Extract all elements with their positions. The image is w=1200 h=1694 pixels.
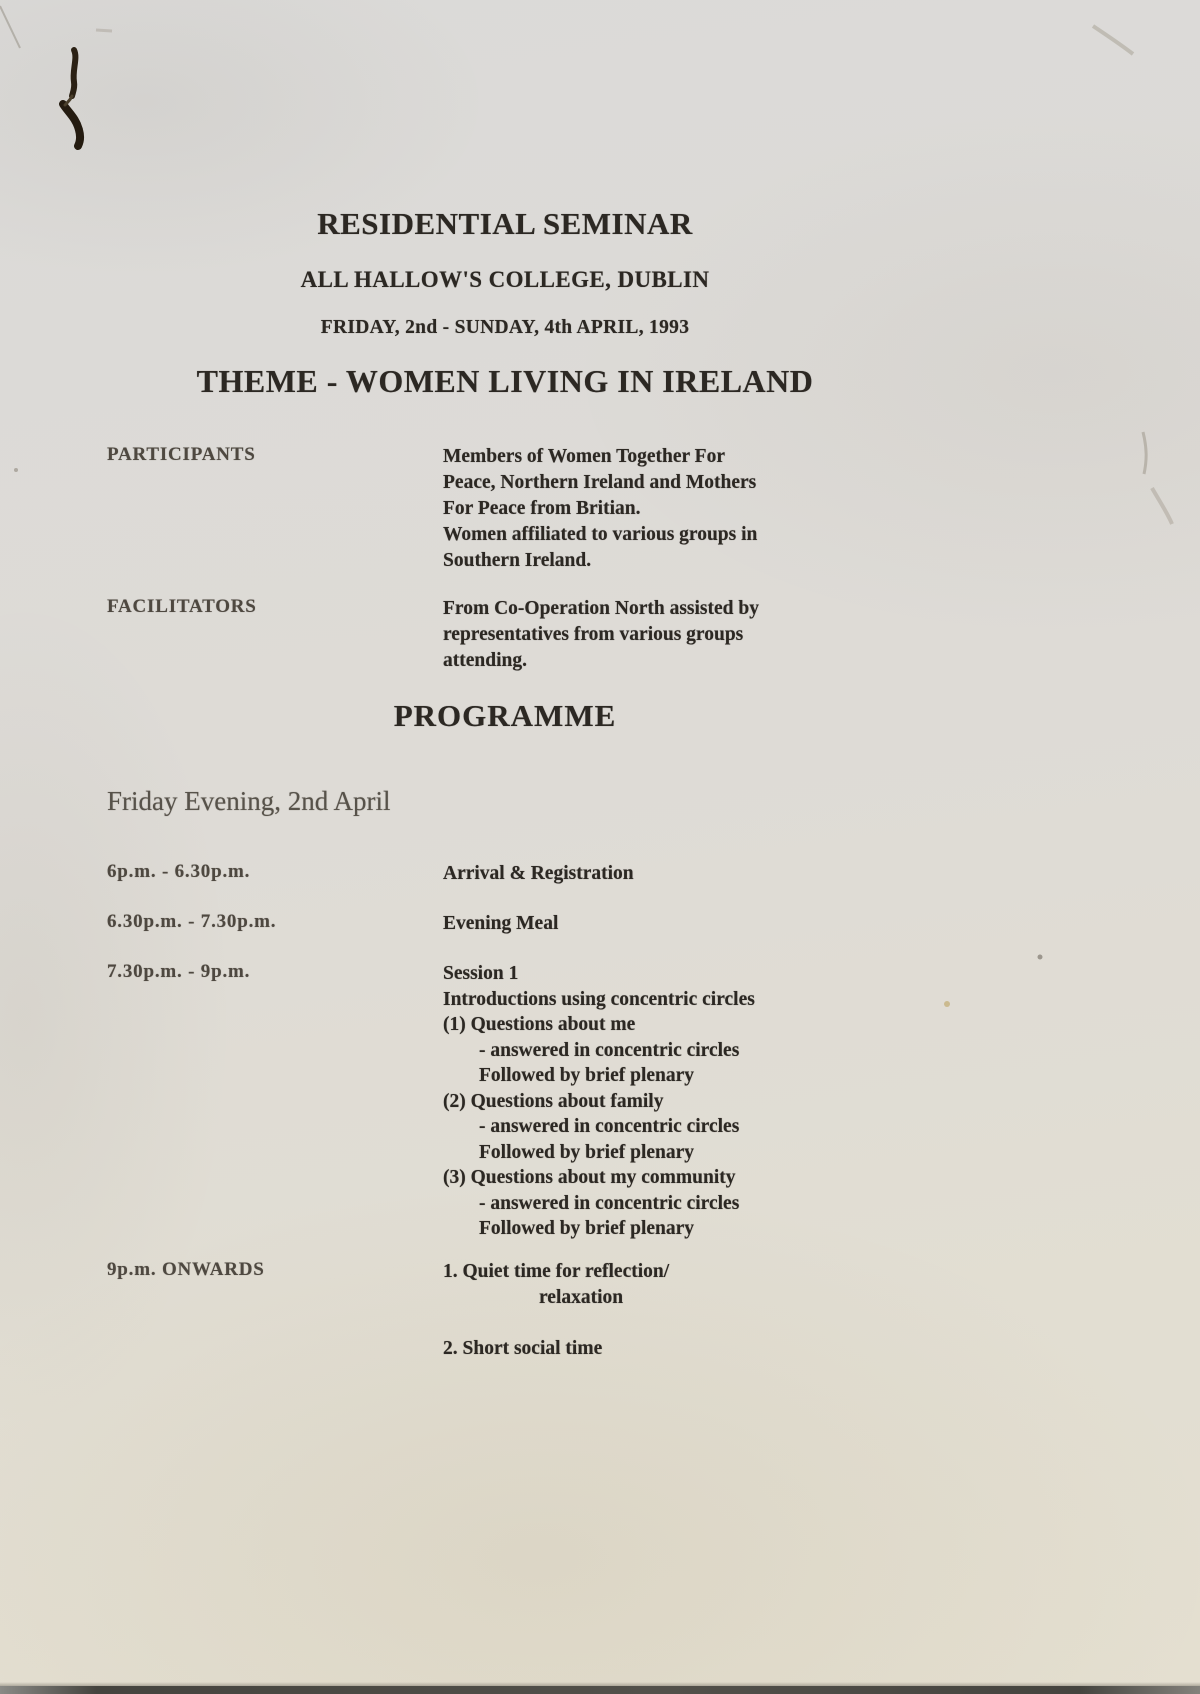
schedule-line: (3) Questions about my community (443, 1167, 736, 1188)
facilitators-label: FACILITATORS (107, 596, 257, 617)
crease-right-lower (1152, 488, 1172, 524)
facilitators-line: attending. (443, 650, 527, 671)
schedule-line: (2) Questions about family (443, 1090, 664, 1112)
participants-row (107, 444, 1003, 574)
schedule-time: 6.30p.m. - 7.30p.m. (107, 911, 277, 932)
schedule-line: Evening Meal (443, 913, 559, 934)
schedule-line: 2. Short social time (443, 1338, 603, 1359)
participants-line: For Peace from Britian. (443, 498, 641, 519)
schedule-row (107, 1259, 1003, 1362)
schedule-line: (1) Questions about me (443, 1014, 636, 1035)
schedule-line: Followed by brief plenary (479, 1141, 695, 1163)
schedule-line: relaxation (539, 1286, 624, 1308)
schedule-time: 6p.m. - 6.30p.m. (107, 861, 251, 882)
participants-line: Members of Women Together For (443, 446, 725, 467)
programme-heading: PROGRAMME (393, 698, 617, 733)
document-dates: FRIDAY, 2nd - SUNDAY, 4th APRIL, 1993 (320, 317, 690, 338)
speck-1 (1038, 955, 1043, 960)
scan-edge (0, 1686, 1200, 1694)
schedule-line: Session 1 (443, 963, 519, 984)
facilitators-line: representatives from various groups (443, 624, 744, 645)
participants-text (443, 444, 1003, 574)
participants-line: Southern Ireland. (443, 550, 592, 571)
document-header (105, 206, 905, 400)
crease-top-right (1093, 26, 1133, 54)
facilitators-text (443, 596, 1003, 674)
schedule-activity (443, 1259, 1003, 1362)
participants-line: Peace, Northern Ireland and Mothers (443, 472, 757, 493)
crease-top-left (0, 6, 20, 48)
document-title: RESIDENTIAL SEMINAR (317, 206, 693, 241)
participants-label: PARTICIPANTS (107, 444, 256, 465)
speck-3 (14, 468, 18, 472)
schedule-line: - answered in concentric circles (479, 1192, 740, 1214)
schedule-line: 1. Quiet time for reflection/ (443, 1261, 670, 1282)
schedule-time: 9p.m. ONWARDS (107, 1259, 265, 1280)
crease-right-upper (1143, 432, 1146, 474)
schedule-line: Introductions using concentric circles (443, 988, 755, 1010)
schedule-activity (443, 861, 1003, 887)
schedule-row (107, 961, 1003, 1242)
schedule-row (107, 861, 1003, 887)
schedule-activity (443, 961, 1003, 1242)
schedule-activity (443, 911, 1003, 937)
schedule-line: - answered in concentric circles (479, 1039, 740, 1061)
schedule-time: 7.30p.m. - 9p.m. (107, 961, 251, 982)
schedule-line: Followed by brief plenary (479, 1218, 695, 1239)
facilitators-row (107, 596, 1003, 674)
schedule-line: - answered in concentric circles (479, 1116, 740, 1137)
smudge-top-left (96, 30, 112, 31)
schedule-line: Followed by brief plenary (479, 1065, 695, 1086)
day-heading: Friday Evening, 2nd April (107, 786, 391, 816)
facilitators-line: From Co-Operation North assisted by (443, 598, 759, 619)
participants-line: Women affiliated to various groups in (443, 524, 758, 545)
document-theme: THEME - WOMEN LIVING IN IRELAND (196, 363, 814, 399)
schedule-line: Arrival & Registration (443, 863, 634, 884)
schedule-row (107, 911, 1003, 937)
document-venue: ALL HALLOW'S COLLEGE, DUBLIN (300, 267, 710, 292)
ink-mark (63, 50, 80, 146)
